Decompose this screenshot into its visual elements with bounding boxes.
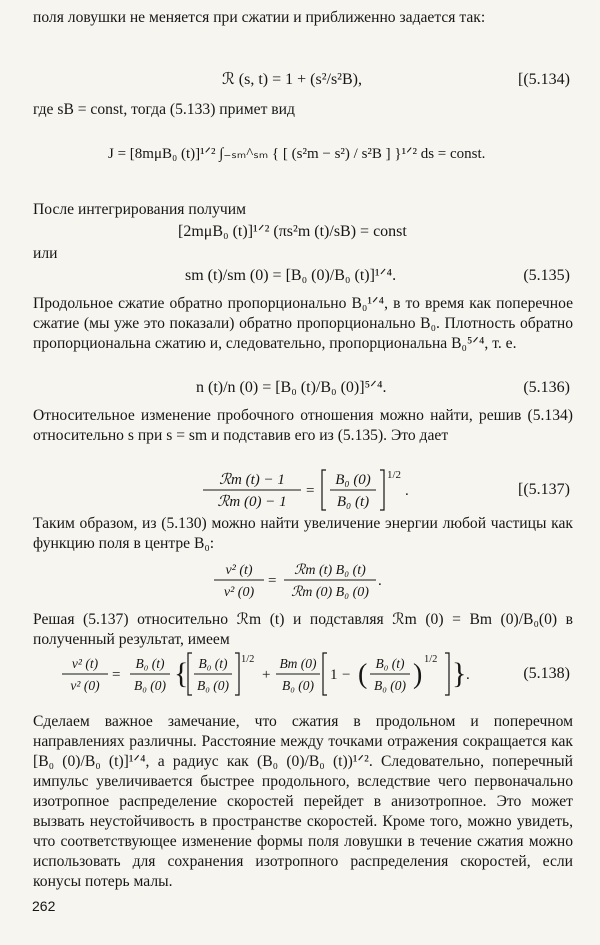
eq-5-138-brace-close: } xyxy=(452,657,467,690)
paragraph-intro: поля ловушки не меняется при сжатии и приближенно задается так: xyxy=(33,9,486,26)
eq-5-138-one: 1 xyxy=(330,667,338,683)
svg-text:=: = xyxy=(112,667,121,683)
page-number: 262 xyxy=(32,898,56,914)
svg-text:(: ( xyxy=(358,659,368,690)
svg-text:+: + xyxy=(262,667,271,683)
svg-text:.: . xyxy=(378,573,382,589)
eq-5-138-power-2: 1/2 xyxy=(424,654,438,665)
eq-5-138-f3-denominator: B₀ (0) xyxy=(281,678,315,693)
svg-text:.: . xyxy=(466,667,470,683)
eq-5-138-f2-denominator: B₀ (0) xyxy=(196,678,230,693)
word-or: или xyxy=(33,245,58,262)
svg-text:): ) xyxy=(413,659,423,690)
eq-5-138-f4-numerator: B₀ (t) xyxy=(375,656,405,671)
eq-5-138-f2-numerator: B₀ (t) xyxy=(198,656,228,671)
equation-number-5-135: (5.135) xyxy=(523,267,570,284)
equation-v-squared xyxy=(0,556,600,602)
equation-intermediate: [2mμB₀ (t)]¹ᐟ² (πs²m (t)/sB) = const xyxy=(178,223,407,240)
equation-5-133: J = [8mμB₀ (t)]¹ᐟ² ∫₋ₛₘ^ₛₘ { [ (s²m − s²) / s²B ] }¹ᐟ² ds = const. xyxy=(108,146,486,162)
eq-v2-rhs-numerator: ℛm (t) B₀ (t) xyxy=(294,563,366,578)
equation-number-5-136: (5.136) xyxy=(523,379,570,396)
equation-5-138 xyxy=(0,650,600,700)
eq-v2-rhs-denominator: ℛm (0) B₀ (0) xyxy=(291,585,369,600)
equation-number-5-138: (5.138) xyxy=(523,665,570,682)
paragraph-after-integration: После интегрирования получим xyxy=(33,201,246,218)
paragraph-remark: Сделаем важное замечание, что сжатия в продольном и поперечном направлениях различны. Расстояние между точками отражения сокращается как [B₀ (0)/B₀ (t)]¹ᐟ⁴, а радиус как (B₀ (0)/B₀ (t))¹ᐟ². Следовательно, поперечный импульс увеличивается быстрее продольного, вследствие чего первоначально изотропное распределение скоростей перейдет в анизотропное. Это может вызвать неустойчивость в пространстве скоростей. Кроме того, можно увидеть, что соответствующее изменение формы поля ловушки в течение сжатия можно использовать для сохранения изотропного распределения скоростей, если конусы потерь малы. xyxy=(33,713,573,890)
svg-text:−: − xyxy=(342,667,351,683)
paragraph-where: где sB = const, тогда (5.133) примет вид xyxy=(33,101,295,118)
eq-5-137-rhs-denominator: B₀ (t) xyxy=(336,494,370,510)
eq-5-138-f3-numerator: Bm (0) xyxy=(279,656,317,671)
paragraph-mirror-ratio: Относительное изменение пробочного отношения можно найти, решив (5.134) относительно s при s = sm и подставив его из (5.135). Это дает xyxy=(33,407,573,444)
svg-text:.: . xyxy=(405,483,409,499)
equation-number-5-134: [(5.134) xyxy=(518,71,570,88)
eq-5-137-lhs-denominator: ℛm (0) − 1 xyxy=(217,494,287,510)
paragraph-energy: Таким образом, из (5.130) можно найти увеличение энергии любой частицы как функцию поля в центре B₀: xyxy=(33,515,573,552)
eq-5-138-f1-denominator: B₀ (0) xyxy=(133,678,167,693)
eq-5-138-f4-denominator: B₀ (0) xyxy=(373,678,407,693)
eq-v2-lhs-numerator: v² (t) xyxy=(225,563,253,578)
paragraph-solving: Решая (5.137) относительно ℛm (t) и подставляя ℛm (0) = Bm (0)/B₀(0) в полученный результат, имеем xyxy=(33,611,573,648)
eq-v2-lhs-denominator: v² (0) xyxy=(223,585,255,600)
eq-5-138-lhs-denominator: v² (0) xyxy=(70,678,100,693)
eq-5-137-rhs-numerator: B₀ (0) xyxy=(335,472,371,488)
svg-text:=: = xyxy=(268,573,277,589)
equation-5-135: sm (t)/sm (0) = [B₀ (0)/B₀ (t)]¹ᐟ⁴. xyxy=(185,267,397,284)
eq-5-138-f1-numerator: B₀ (t) xyxy=(135,656,165,671)
eq-5-138-brace-open: { xyxy=(174,657,189,690)
paragraph-longitudinal: Продольное сжатие обратно пропорционально B₀¹ᐟ⁴, в то время как поперечное сжатие (мы уже это показали) обратно пропорционально B₀. Плотность обратно пропорциональна сжатию и, следовательно, пропорциональна B₀⁵ᐟ⁴, т. е. xyxy=(33,295,573,352)
eq-5-137-power: 1/2 xyxy=(387,469,402,481)
svg-text:=: = xyxy=(306,483,315,499)
equation-5-137 xyxy=(0,466,600,512)
equation-number-5-137: [(5.137) xyxy=(518,481,570,498)
eq-5-138-lhs-numerator: v² (t) xyxy=(71,656,99,671)
equation-5-134: ℛ (s, t) = 1 + (s²/s²B), xyxy=(222,71,362,88)
eq-5-138-power-1: 1/2 xyxy=(241,654,255,665)
equation-5-136: n (t)/n (0) = [B₀ (t)/B₀ (0)]⁵ᐟ⁴. xyxy=(196,379,387,396)
eq-5-137-lhs-numerator: ℛm (t) − 1 xyxy=(219,472,285,488)
